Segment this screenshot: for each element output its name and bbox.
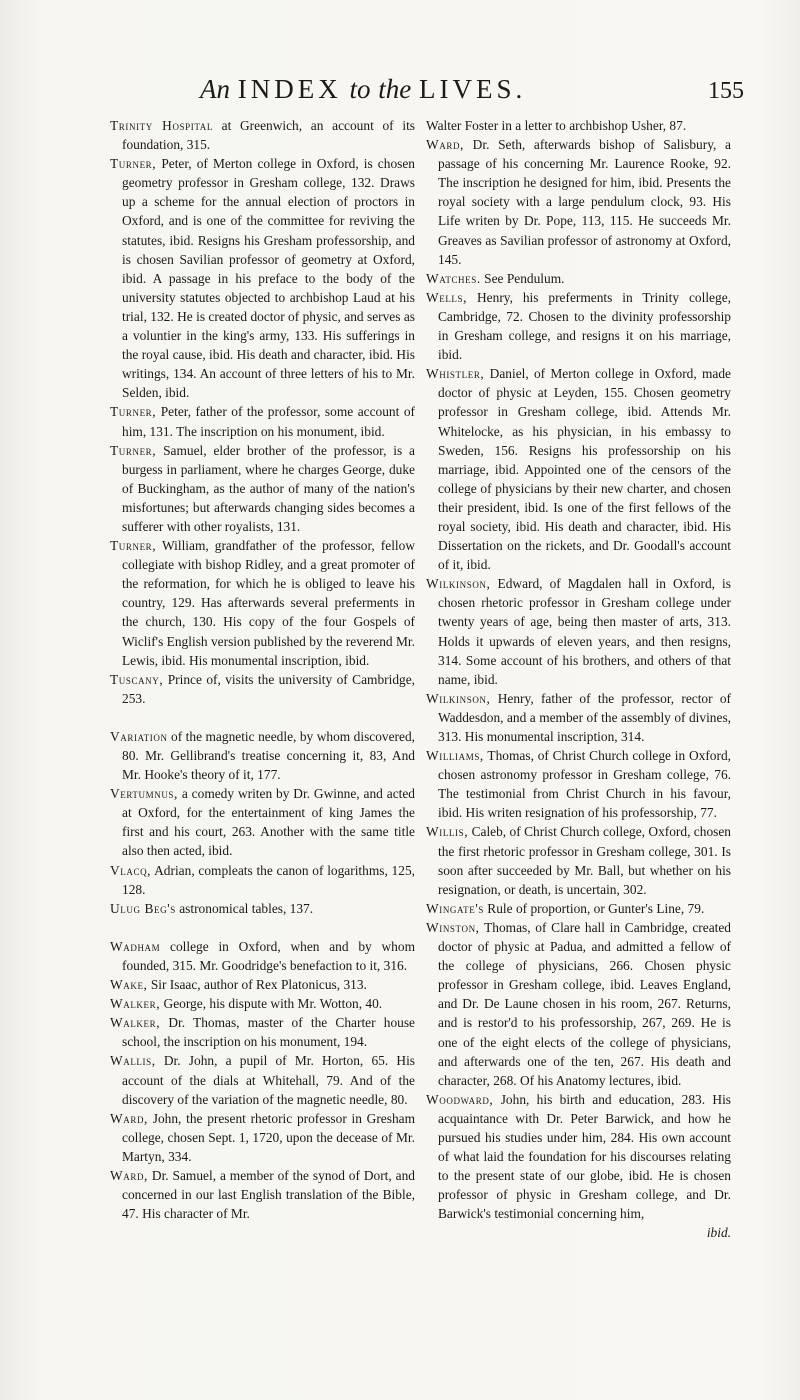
index-entry-headword: Wilkinson, (426, 690, 491, 706)
index-entry (110, 784, 415, 860)
index-entry-text: John, his birth and education, 283. His acquaintance with Dr. Peter Barwick, and how he pursued his studies under him, 284. His own account of what laid the foundation for his discourses relating to the present state of our globe, ibid. He is chosen professor of physic in Gresham college, and Dr. Barwick's testimonial concerning him, (438, 1091, 731, 1222)
index-entry-headword: Turner, (110, 538, 157, 554)
index-entry (110, 861, 415, 899)
index-entry-headword: Wilkinson, (426, 576, 491, 592)
index-entry (426, 269, 731, 288)
index-entry-text: George, his dispute with Mr. Wotton, 40. (160, 996, 383, 1012)
index-entry (110, 670, 415, 708)
index-entry-text: college in Oxford, when and by whom founded, 315. Mr. Goodridge's benefaction to it, 316. (122, 938, 415, 973)
running-title-the: the (378, 74, 412, 104)
index-entry (426, 746, 731, 822)
index-entry-headword: Ward, (426, 137, 464, 153)
index-entry (426, 574, 731, 689)
index-entry-headword: Whistler, (426, 366, 485, 382)
index-entry (110, 1109, 415, 1166)
index-entry (426, 135, 731, 269)
index-entry-text: of the magnetic needle, by whom discovered, 80. Mr. Gellibrand's treatise concerning it, 83, And Mr. Hooke's theory of it, 177. (122, 728, 415, 783)
index-entry (110, 402, 415, 440)
index-entry-text: Rule of proportion, or Gunter's Line, 79. (483, 900, 705, 916)
index-entry-headword: Wells, (426, 289, 468, 305)
index-entry (110, 937, 415, 975)
index-entry-headword: Wallis, (110, 1053, 156, 1069)
index-entry (110, 1166, 415, 1223)
running-head (0, 70, 800, 110)
running-title-an: An (200, 74, 230, 104)
page-number: 155 (708, 78, 744, 104)
index-entry-headword: Turner, (110, 404, 157, 420)
index-entry (110, 154, 415, 402)
index-entry (110, 994, 415, 1013)
index-column-left (110, 116, 415, 1223)
index-entry-text: Thomas, of Clare hall in Cambridge, created doctor of physic at Padua, and admitted a fellow of the college of physicians, 266. Chosen physic professor in Gresham college, ibid. Leaves England, and Dr. De Laune chosen in his room, 267. Returns, and is restor'd to his professorship, 267, 269. He is one of the eight elects of the college of physicians, and afterwards one of the ten, 267. His death and character, 268. Of his Anatomy lectures, ibid. (438, 919, 731, 1088)
index-entry (110, 899, 415, 918)
index-entry-text: Adrian, compleats the canon of logarithms, 125, 128. (122, 862, 415, 897)
index-entry (110, 441, 415, 536)
index-entry-headword: Ward, (110, 1110, 148, 1126)
index-entry-text: William, grandfather of the professor, fellow collegiate with bishop Ridley, and a great promoter of the reformation, for which he is obliged to leave his country, 129. Has afterwards several preferments in the church, 130. His copy of the four Gospels of Wiclif's English version published by the reverend Mr. Lewis, ibid. His monumental inscription, ibid. (122, 538, 415, 668)
index-entry-headword: Ward, (110, 1167, 148, 1183)
index-entry-text: Walter Foster in a letter to archbishop Usher, 87. (426, 118, 687, 133)
index-entry (426, 899, 731, 918)
index-entry (110, 727, 415, 784)
column-end-ibid: ibid. (706, 1225, 731, 1241)
index-entry-headword: Walker, (110, 1015, 161, 1031)
index-entry (426, 364, 731, 574)
index-entry-headword: Wadham (110, 938, 161, 954)
index-entry (426, 689, 731, 746)
index-entry-headword: Tuscany, (110, 671, 164, 687)
index-entry (110, 116, 415, 154)
index-entry-headword: Turner, (110, 156, 157, 172)
index-entry-headword: Williams, (426, 748, 484, 764)
index-entry-headword: Woodward, (426, 1091, 494, 1107)
index-entry-text: a comedy writen by Dr. Gwinne, and acted at Oxford, for the entertainment of king James the first and his court, 263. Another with the same title also then acted, ibid. (122, 786, 415, 859)
index-entry-headword: Vertumnus, (110, 786, 178, 802)
index-entry-text: Caleb, of Christ Church college, Oxford, chosen the first rhetoric professor in Gresham college, 301. Is soon after succeeded by Mr. Ball, but whether on his resignation, or death, is uncertain, 302. (438, 824, 731, 897)
index-entry (110, 1013, 415, 1051)
index-entry-headword: Ulug Beg's (110, 900, 176, 916)
running-title-index: INDEX (237, 74, 342, 104)
index-entry-text: at Greenwich, an account of its foundation, 315. (122, 118, 416, 153)
index-entry-text: Daniel, of Merton college in Oxford, made doctor of physic at Leyden, 155. Chosen geometry professor in Gresham college, ibid. Attends Mr. Whitelocke, as his physician, in his embassy to Sweden, 156. Resigns his professorship on his marriage, ibid. Appointed one of the censors of the college of physicians by their new charter, and chosen their president, ibid. Is one of the first fellows of the royal society, ibid. His death and character, ibid. His Dissertation on the rickets, and Dr. Goodall's account of it, ibid. (438, 366, 731, 573)
index-column-right (426, 116, 731, 1243)
index-entry-headword: Variation (110, 728, 168, 744)
index-entry (426, 918, 731, 1090)
index-entry (426, 822, 731, 898)
index-entry-headword: Walker, (110, 996, 161, 1012)
index-entry-text: Prince of, visits the university of Cambridge, 253. (122, 671, 415, 706)
index-entry (426, 288, 731, 364)
index-entry-headword: Wingate's (426, 900, 484, 916)
index-entry (426, 116, 731, 135)
index-entry-text: Dr. Seth, afterwards bishop of Salisbury, a passage of his concerning Mr. Laurence Rooke, 92. The inscription he designed for him, ibid. Presents the royal society with a large pendulum clock, 93. His Life writen by Dr. Pope, 113, 115. He succeeds Mr. Greaves as Savilian professor of astronomy at Oxford, 145. (438, 137, 731, 267)
index-entry-text: Samuel, elder brother of the professor, is a burgess in parliament, where he charges George, duke of Buckingham, as the author of many of the nation's misfortunes; but afterwards changing sides becomes a sufferer with other royalists, 131. (122, 442, 415, 534)
index-entry-text: Dr. Samuel, a member of the synod of Dort, and concerned in our last English translation of the Bible, 47. His character of Mr. (122, 1167, 415, 1222)
index-entry-text: Dr. Thomas, master of the Charter house school, the inscription on his monument, 194. (122, 1015, 415, 1050)
index-entry-text: Peter, of Merton college in Oxford, is chosen geometry professor in Gresham college, 132. Draws up a scheme for the annual election of proctors in Oxford, and is one of the committee for reviving the statutes, ibid. Resigns his Gresham professorship, and is chosen Savilian professor of geometry at Oxford, ibid. A passage in his preface to the body of the university statutes objected to archbishop Laud at his trial, 132. He is created doctor of physic, and serves as a voluntier in the king's army, 133. His sufferings in the royal cause, ibid. His death and character, ibid. His writings, 134. An account of three letters of his to Mr. Selden, ibid. (122, 156, 415, 401)
index-entry-text: Henry, his preferments in Trinity college, Cambridge, 72. Chosen to the divinity professorship in Gresham college, and resigns it on his marriage, ibid. (438, 289, 731, 363)
index-entry (110, 1051, 415, 1108)
index-entry-text: Sir Isaac, author of Rex Platonicus, 313. (147, 977, 367, 993)
index-entry-text: Thomas, of Christ Church college in Oxford, chosen astronomy professor in Gresham college, 76. The testimonial from Christ Church in his favour, ibid. His writen resignation of his professorship, 77. (438, 748, 731, 821)
index-entry-text: Edward, of Magdalen hall in Oxford, is chosen rhetoric professor in Gresham college under twenty years of age, being then master of arts, 313. Holds it upwards of eleven years, and then resigns, 314. Some account of his brothers, and others of that name, ibid. (438, 576, 731, 687)
index-entry-headword: Vlacq, (110, 862, 152, 878)
index-entry-text: Henry, father of the professor, rector of Waddesdon, and a member of the assembly of divines, 313. His monumental inscription, 314. (438, 690, 731, 744)
running-title-lives: LIVES. (419, 74, 527, 104)
index-entry-headword: Winston, (426, 919, 480, 935)
index-entry-headword: Wake, (110, 977, 148, 993)
index-entry-headword: Trinity Hospital (110, 118, 213, 133)
index-entry (426, 1090, 731, 1224)
index-entry-text: John, the present rhetoric professor in Gresham college, chosen Sept. 1, 1720, upon the decease of Mr. Martyn, 334. (122, 1110, 415, 1164)
index-entry-headword: Willis, (426, 824, 469, 840)
index-entry (110, 536, 415, 670)
index-entry-headword: Turner, (110, 442, 157, 458)
index-entry-headword: Watches. (426, 270, 481, 286)
index-entry-text: Dr. John, a pupil of Mr. Horton, 65. His account of the dials at Whitehall, 79. And of the discovery of the variation of the magnetic needle, 80. (122, 1053, 415, 1107)
index-entry (110, 975, 415, 994)
index-entry-text: Peter, father of the professor, some account of him, 131. The inscription on his monument, ibid. (122, 404, 415, 439)
index-entry-text: astronomical tables, 137. (175, 900, 314, 916)
index-entry-text: See Pendulum. (480, 270, 565, 286)
running-title-to: to (349, 74, 371, 104)
running-title (200, 74, 526, 105)
